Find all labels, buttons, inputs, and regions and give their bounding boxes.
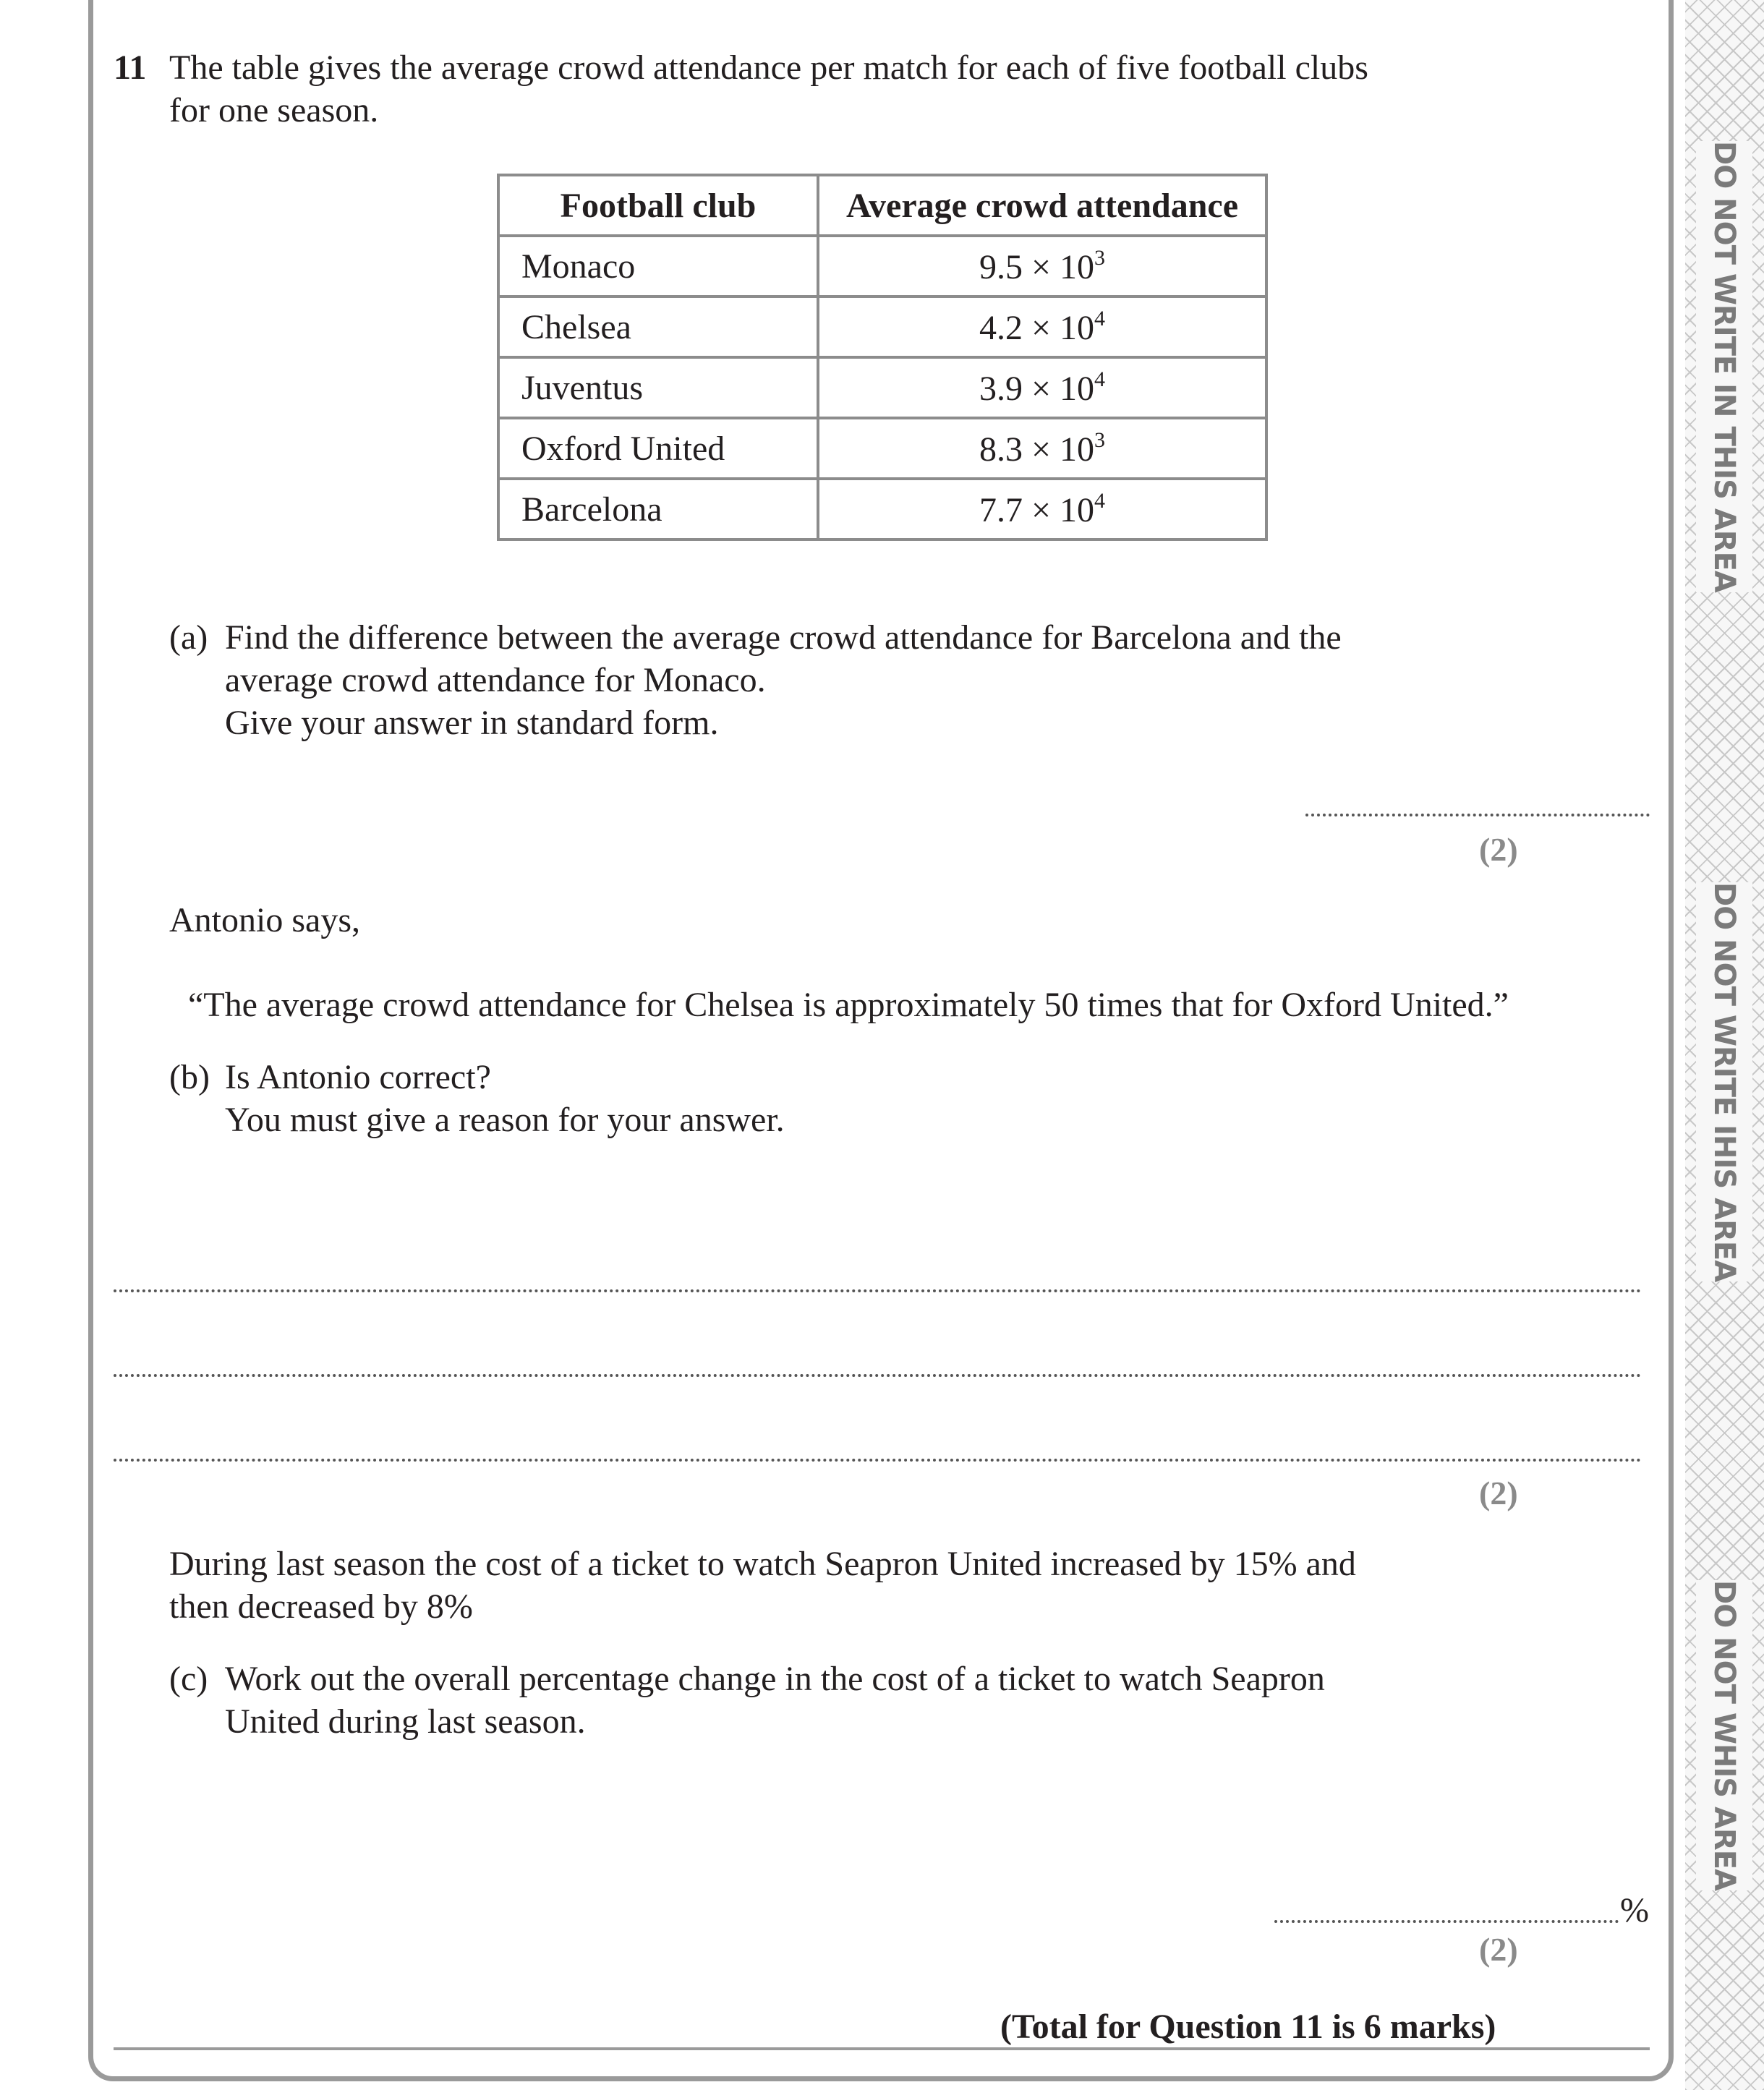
header-average-attendance: Average crowd attendance xyxy=(818,175,1266,236)
part-a-line2: average crowd attendance for Monaco. xyxy=(225,661,766,699)
table-header-row xyxy=(498,175,1266,236)
answer-line-b3[interactable] xyxy=(114,1459,1642,1462)
table-row xyxy=(498,297,1266,357)
attendance-value xyxy=(818,357,1266,418)
part-c-line2: United during last season. xyxy=(225,1702,586,1741)
club-name: Monaco xyxy=(498,236,818,297)
club-name: Oxford United xyxy=(498,418,818,479)
attendance-value xyxy=(818,236,1266,297)
percent-unit: % xyxy=(1620,1891,1649,1929)
table-row xyxy=(498,418,1266,479)
header-football-club: Football club xyxy=(498,175,818,236)
value-mantissa: 9.5 xyxy=(979,247,1023,286)
value-exponent: 3 xyxy=(1094,427,1106,452)
seapron-line1: During last season the cost of a ticket to watch Seapron United increased by 15% and xyxy=(169,1545,1356,1583)
times-sign: × xyxy=(1031,247,1052,286)
question-intro-line2: for one season. xyxy=(169,91,379,129)
value-mantissa: 8.3 xyxy=(979,430,1023,469)
margin-label-2: DO NOT WRITE IHIS AREA xyxy=(1696,882,1752,1281)
value-exponent: 4 xyxy=(1094,367,1106,391)
table-row xyxy=(498,479,1266,539)
part-c-label: (c) xyxy=(169,1660,208,1698)
table-row xyxy=(498,357,1266,418)
value-base: 10 xyxy=(1060,430,1095,469)
club-name: Barcelona xyxy=(498,479,818,539)
value-exponent: 4 xyxy=(1094,488,1106,513)
attendance-value xyxy=(818,418,1266,479)
part-a-line1: Find the difference between the average crowd attendance for Barcelona and the xyxy=(225,618,1342,657)
value-base: 10 xyxy=(1060,247,1095,286)
times-sign: × xyxy=(1031,430,1052,469)
bottom-rule xyxy=(114,2047,1650,2050)
value-mantissa: 7.7 xyxy=(979,490,1023,529)
value-base: 10 xyxy=(1060,490,1095,529)
value-mantissa: 3.9 xyxy=(979,369,1023,408)
marks-c: (2) xyxy=(1479,1931,1518,1968)
times-sign: × xyxy=(1031,490,1052,529)
question-number: 11 xyxy=(114,48,147,87)
value-mantissa: 4.2 xyxy=(979,308,1023,347)
antonio-says: Antonio says, xyxy=(169,901,360,939)
answer-line-b2[interactable] xyxy=(114,1374,1642,1377)
part-b-label: (b) xyxy=(169,1058,210,1096)
part-c-line1: Work out the overall percentage change in the cost of a ticket to watch Seapron xyxy=(225,1660,1325,1698)
club-name: Juventus xyxy=(498,357,818,418)
part-b-line2: You must give a reason for your answer. xyxy=(225,1101,785,1139)
value-exponent: 4 xyxy=(1094,306,1106,330)
part-a-line3: Give your answer in standard form. xyxy=(225,704,719,742)
margin-label-1: DO NOT WRITE IN THIS AREA xyxy=(1696,141,1752,592)
value-exponent: 3 xyxy=(1094,245,1106,270)
antonio-quote: “The average crowd attendance for Chelsea is approximately 50 times that for Oxford United.” xyxy=(188,986,1509,1024)
part-a-label: (a) xyxy=(169,618,208,657)
marks-b: (2) xyxy=(1479,1475,1518,1511)
total-marks: (Total for Question 11 is 6 marks) xyxy=(1000,2008,1496,2046)
answer-line-b1[interactable] xyxy=(114,1289,1642,1292)
value-base: 10 xyxy=(1060,308,1095,347)
answer-line-a[interactable] xyxy=(1305,814,1650,816)
marks-a: (2) xyxy=(1479,831,1518,868)
margin-label-3: DO NOT WHIS AREA xyxy=(1696,1580,1752,1890)
question-intro-line1: The table gives the average crowd attendance per match for each of five football clubs xyxy=(169,48,1368,87)
attendance-value xyxy=(818,479,1266,539)
times-sign: × xyxy=(1031,308,1052,347)
part-b-line1: Is Antonio correct? xyxy=(225,1058,491,1096)
table-row xyxy=(498,236,1266,297)
seapron-line2: then decreased by 8% xyxy=(169,1587,473,1626)
answer-line-c[interactable] xyxy=(1274,1920,1619,1923)
attendance-value xyxy=(818,297,1266,357)
club-name: Chelsea xyxy=(498,297,818,357)
times-sign: × xyxy=(1031,369,1052,408)
value-base: 10 xyxy=(1060,369,1095,408)
attendance-table xyxy=(497,174,1268,541)
